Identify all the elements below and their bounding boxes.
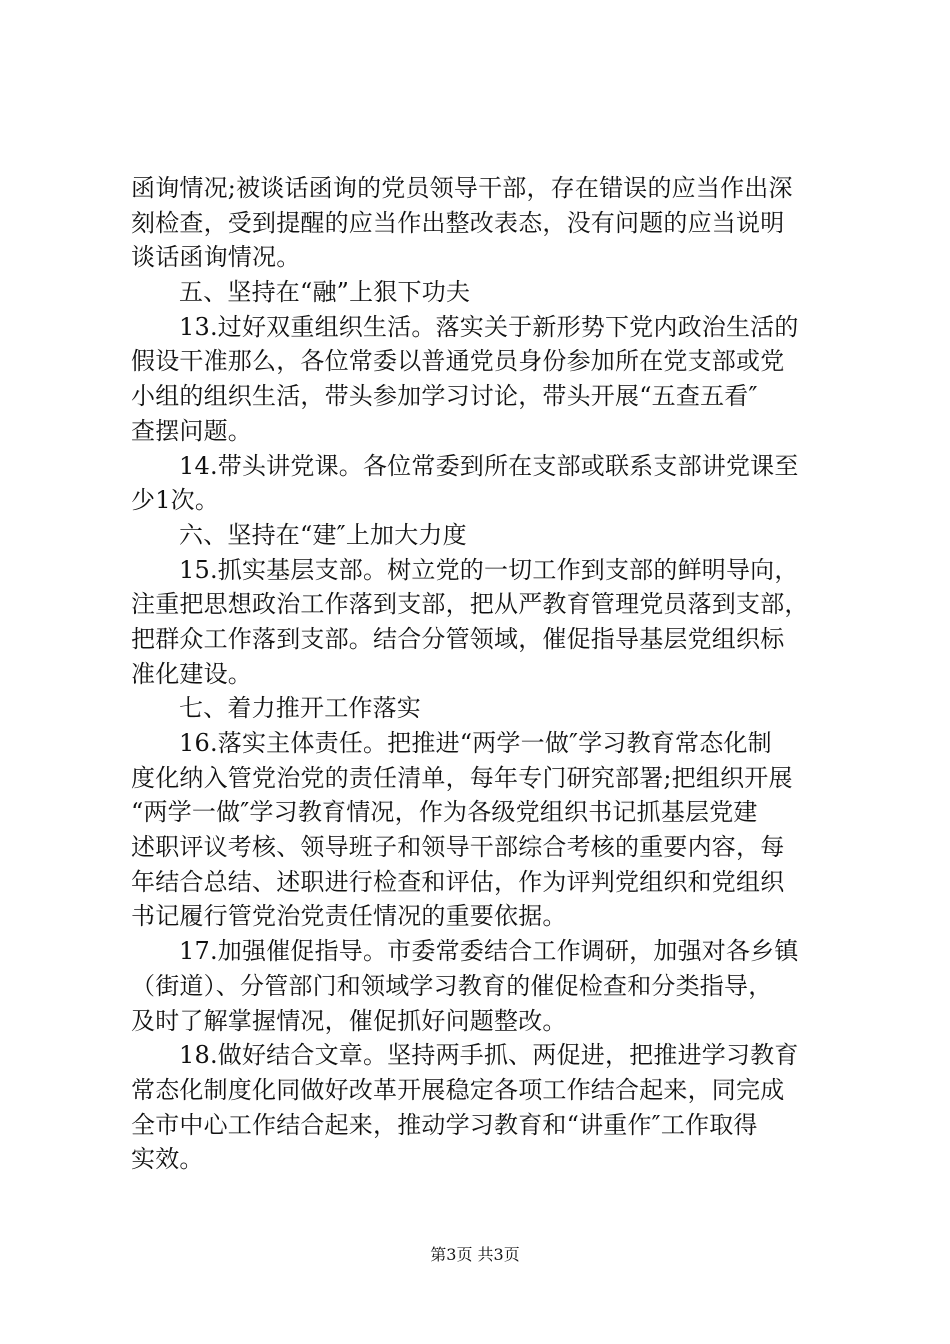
- text-line: 年结合总结、述职进行检查和评估，作为评判党组织和党组织: [131, 867, 785, 896]
- text-line: 述职评议考核、领导班子和领导干部综合考核的重要内容，每: [131, 833, 785, 862]
- text-line: 18.做好结合文章。坚持两手抓、两促进，把推进学习教育: [179, 1041, 799, 1070]
- text-line: 函询情况;被谈话函询的党员领导干部，存在错误的应当作出深: [131, 174, 793, 202]
- text-line: 注重把思想政治工作落到支部，把从严教育管理党员落到支部，: [131, 590, 809, 619]
- text-line: 少1次。: [131, 486, 220, 515]
- document-body: [131, 171, 831, 1177]
- text-line: 谈话函询情况。: [131, 243, 301, 272]
- text-line: （街道）、分管部门和领域学习教育的催促检查和分类指导，: [131, 971, 773, 1000]
- text-line: 常态化制度化同做好改革开展稳定各项工作结合起来，同完成: [131, 1075, 785, 1104]
- text-line: 15.抓实基层支部。树立党的一切工作到支部的鲜明导向，: [179, 555, 799, 584]
- text-line: 刻检查，受到提醒的应当作出整改表态，没有问题的应当说明: [131, 208, 785, 237]
- text-line: 实效。: [131, 1145, 204, 1174]
- text-line: 查摆问题。: [131, 416, 252, 445]
- text-line: 及时了解掌握情况，催促抓好问题整改。: [131, 1006, 567, 1035]
- text-line: 14.带头讲党课。各位常委到所在支部或联系支部讲党课至: [179, 451, 799, 480]
- text-line: 把群众工作落到支部。结合分管领域，催促指导基层党组织标: [131, 624, 785, 653]
- text-line: 17.加强催促指导。市委常委结合工作调研，加强对各乡镇: [179, 937, 799, 966]
- text-line: 六、坚持在“建″上加大力度: [179, 520, 467, 549]
- body-paragraphs: [131, 171, 831, 1177]
- page-footer: 第3页 共3页: [430, 1245, 520, 1264]
- text-line: 假设干准那么，各位常委以普通党员身份参加所在党支部或党: [131, 347, 785, 376]
- text-line: “两学一做″学习教育情况，作为各级党组织书记抓基层党建: [131, 798, 758, 827]
- text-line: 全市中心工作结合起来，推动学习教育和“讲重作″工作取得: [131, 1110, 758, 1139]
- text-line: 度化纳入管党治党的责任清单，每年专门研究部署;把组织开展: [131, 763, 793, 792]
- text-line: 五、坚持在“融”上狠下功夫: [179, 278, 471, 307]
- text-line: 七、着力推开工作落实: [179, 694, 421, 723]
- text-line: 13.过好双重组织生活。落实关于新形势下党内政治生活的: [179, 312, 799, 341]
- text-line: 书记履行管党治党责任情况的重要依据。: [131, 902, 567, 931]
- text-line: 准化建设。: [131, 659, 252, 688]
- text-line: 16.落实主体责任。把推进“两学一做″学习教育常态化制: [179, 729, 772, 757]
- text-line: 小组的组织生活，带头参加学习讨论，带头开展“五查五看″: [131, 382, 758, 411]
